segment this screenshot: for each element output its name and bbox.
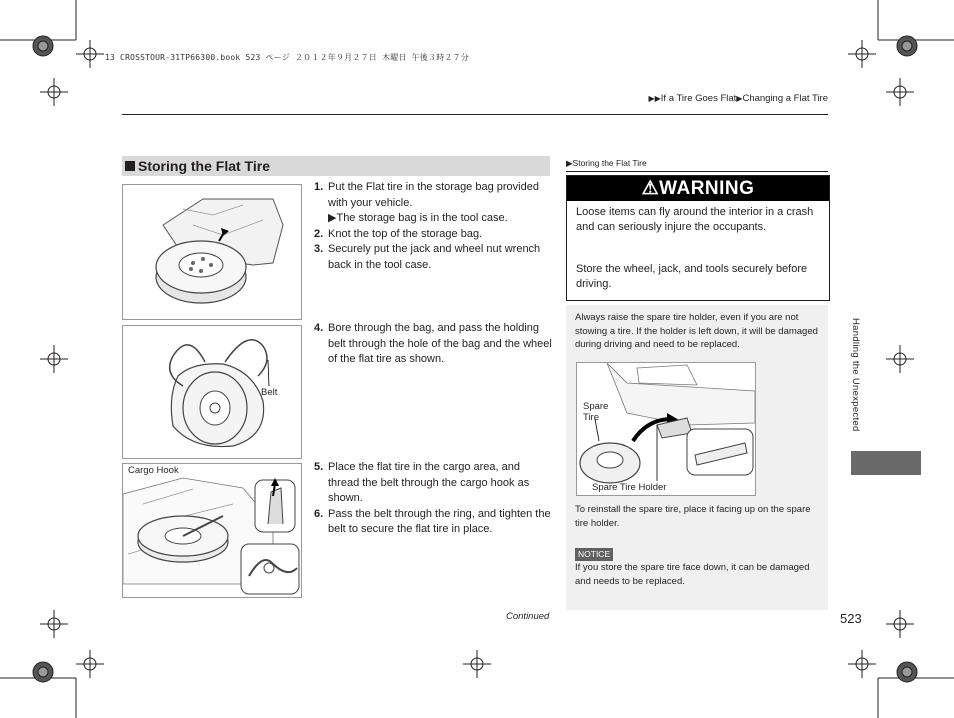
arrow-icon: ▶ [736,94,743,103]
tire-bag-illustration [123,185,301,319]
notice-badge: NOTICE [575,548,613,561]
spare-tire-label: Spare Tire [583,401,609,423]
info-text-2: To reinstall the spare tire, place it facing up on the spare tire holder. [575,504,811,529]
breadcrumb-part2: Changing a Flat Tire [742,93,828,104]
figure-cargo-hook [122,463,302,598]
page-number: 523 [840,611,862,626]
warning-text-2: Store the wheel, jack, and tools securely before driving. [576,263,808,290]
info-panel [566,305,828,610]
cross-ref-icon: ▶ [566,158,573,168]
warning-title: WARNING [659,178,755,199]
warning-triangle-icon: ⚠ [641,178,660,199]
step-6: 6. Pass the belt through the ring, and tighten the belt to secure the flat tire in place. [314,507,551,535]
step-2: 2. Knot the top of the storage bag. [314,227,483,240]
breadcrumb [648,93,828,104]
cargo-hook-illustration [123,464,301,597]
warning-text-1: Loose items can fly around the interior in a crash and can seriously injure the occupants. [576,206,814,233]
side-tab-label: Handling the Unexpected [850,318,861,432]
square-bullet-icon [125,161,135,171]
sidebar-crumb: ▶Storing the Flat Tire [566,158,828,172]
header-rule [122,114,828,115]
print-header: 13 CROSSTOUR-31TP66300.book 523 ページ ２０１２年９月２７日 木曜日 午後３時２７分 [105,53,470,62]
step-1: 1. Put the Flat tire in the storage bag provided with your vehicle. [314,181,539,209]
spare-tire-holder-illustration [577,363,755,495]
step-4: 4. Bore through the bag, and pass the holding belt through the hole of the bag and the wheel of the flat tire as shown. [314,322,552,365]
continued-label: Continued [506,611,550,622]
belt-label: Belt [261,387,278,398]
warning-header [567,176,829,201]
step-1-note: ▶The storage bag is in the tool case. [328,212,508,224]
figure-spare-tire-holder [576,362,756,496]
info-text-1: Always raise the spare tire holder, even if you are not stowing a tire. If the holder is left down, it will be damaged during driving and need to be replaced. [575,312,818,350]
spare-tire-holder-label: Spare Tire Holder [592,482,667,493]
cargo-hook-label: Cargo Hook [128,465,179,476]
step-3: 3. Securely put the jack and wheel nut wrench back in the tool case. [314,243,541,271]
arrow-icon: ▶ [328,212,337,224]
double-arrow-icon: ▶▶ [648,94,661,103]
step-5: 5. Place the flat tire in the cargo area, and thread the belt through the cargo hook as shown. [314,461,530,504]
section-title: Storing the Flat Tire [138,158,270,174]
section-heading [122,156,550,176]
steps-group-2 [314,321,552,368]
notice-text: If you store the spare tire face down, it can be damaged and needs to be replaced. [575,562,810,587]
side-tab [851,451,921,475]
figure-belt [122,325,302,459]
warning-box [566,175,830,301]
steps-group-3 [314,460,552,538]
steps-group-1 [314,180,552,273]
figure-tire-in-bag [122,184,302,320]
breadcrumb-part1: If a Tire Goes Flat [660,93,737,104]
